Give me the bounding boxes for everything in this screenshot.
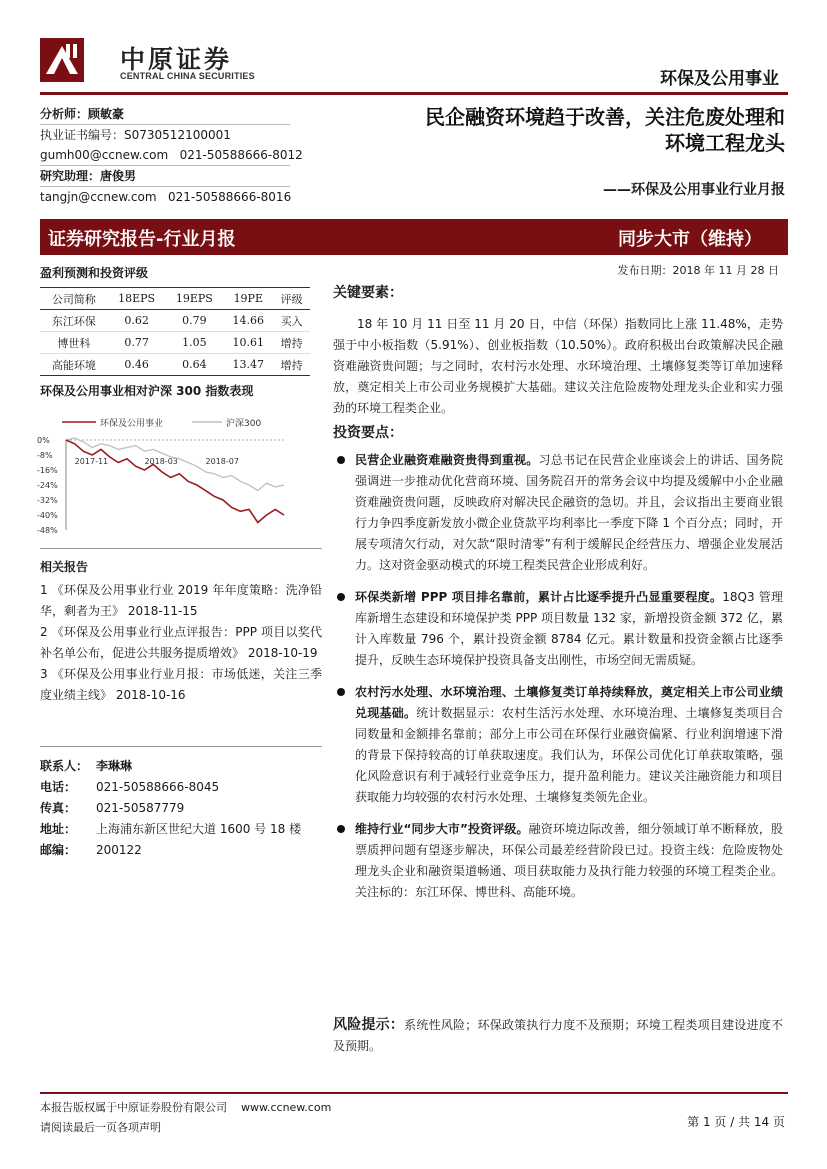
footer-website[interactable]: www.ccnew.com	[241, 1101, 332, 1114]
divider	[40, 548, 322, 549]
invest-bullet	[333, 450, 783, 576]
table-cell: 东江环保	[51, 314, 96, 328]
invest-bullet-text: 统计数据显示：农村生活污水处理、水环境治理、土壤修复类项目合同数量和金额排名靠前；部分上市公司在环保行业融资偏紧、行业利润增速下滑的背景下保持较高的订单获取速度。我们认为，环保公司优化订单获取策略，强化风险意识有利于减轻行业竞争压力，提升盈利能力。建议关注融资能力和项目获取能力均较强的农村污水处理、土壤修复类领先企业。	[355, 706, 783, 804]
invest-bullet-lead: 环保类新增 PPP 项目排名靠前，累计占比逐季提升凸显重要程度。	[355, 590, 723, 604]
invest-bullet	[333, 819, 783, 903]
table-row	[40, 354, 310, 376]
forecast-table	[40, 287, 310, 376]
contact-block	[40, 756, 322, 861]
logo	[40, 38, 290, 84]
y-tick-label: 0%	[37, 436, 50, 445]
x-tick-label: 2017-11	[74, 457, 109, 466]
bullet-dot-icon	[337, 688, 345, 696]
legend-label-a: 环保及公用事业	[100, 419, 164, 429]
bullet-dot-icon	[337, 456, 345, 464]
contact-tel: 021-50588666-8045	[96, 780, 220, 794]
report-type: 证券研究报告-行业月报	[48, 229, 236, 250]
contact-tel-label: 电话：	[40, 780, 77, 794]
assistant-email[interactable]: tangjn@ccnew.com	[40, 190, 157, 204]
table-cell: 1.05	[182, 336, 207, 349]
analyst-block	[40, 104, 303, 207]
invest-bullet-lead: 农村污水处理、水环境治理、土壤修复类订单持续释放，奠定相关上市公司业绩兑现基础。	[355, 685, 783, 720]
contact-fax-label: 传真：	[40, 801, 77, 815]
footer-line-1	[40, 1098, 331, 1118]
brand-mark-icon	[40, 38, 84, 82]
bullet-dot-icon	[337, 825, 345, 833]
table-cell: 0.79	[182, 314, 207, 327]
key-points-heading: 关键要素：	[333, 285, 403, 301]
footer-copyright: 本报告版权属于中原证券股份有限公司	[40, 1101, 227, 1114]
y-tick-label: -48%	[37, 526, 58, 535]
key-points-section	[333, 282, 783, 419]
perf-chart-heading: 环保及公用事业相对沪深 300 指数表现	[40, 384, 254, 398]
publish-date: 发布日期：2018 年 11 月 28 日	[617, 264, 779, 277]
report-title-line-1: 民企融资环境趋于改善，关注危废处理和	[425, 105, 785, 129]
invest-bullet-text: 18Q3 管理库新增生态建设和环境保护类 PPP 项目数量 132 家，新增投资金额 372 亿，累计入库数量 796 个，累计投资金额 8784 亿元。累计数量和投资金额占比逐季提升，反映生态环境保护投资具备支出刚性，市场空间无需质疑。	[355, 590, 784, 667]
invest-bullet-text: 融资环境边际改善，细分领域订单不断释放，股票质押问题有望逐步解决，环保公司最差经营阶段已过。投资主线：危险废物处理龙头企业和融资渠道畅通、项目获取能力及执行能力较强的环境工程类企业。关注标的：东江环保、博世科、高能环境。	[355, 822, 783, 899]
related-report-item[interactable]: 3 《环保及公用事业行业月报：市场低迷，关注三季度业绩主线》 2018-10-16	[40, 667, 322, 702]
x-tick-label: 2018-03	[144, 457, 178, 466]
forecast-heading: 盈利预测和投资评级	[40, 266, 149, 280]
perf-chart	[36, 404, 292, 538]
table-cell: 高能环境	[51, 358, 96, 372]
analyst-email[interactable]: gumh00@ccnew.com	[40, 148, 169, 162]
table-cell: 0.77	[124, 336, 149, 349]
footer-left	[40, 1098, 331, 1138]
assistant-name-line	[40, 166, 290, 186]
brand-name-cn: 中原证券	[120, 45, 233, 74]
table-cell: 买入	[280, 314, 303, 328]
y-tick-label: -32%	[37, 496, 58, 505]
footer-rule	[40, 1092, 788, 1094]
related-reports-list	[40, 580, 322, 706]
assistant-phone: 021-50588666-8016	[168, 190, 292, 204]
analyst-label: 分析师：	[40, 107, 89, 121]
assistant-name: 唐俊男	[100, 169, 137, 183]
invest-bullet	[333, 682, 783, 808]
contact-tel-row	[40, 777, 322, 798]
table-row	[40, 332, 310, 354]
table-cell: 0.46	[124, 358, 149, 371]
assistant-contact-line	[40, 187, 290, 207]
y-tick-label: -40%	[37, 511, 58, 520]
contact-zip: 200122	[96, 843, 142, 857]
contact-addr-row	[40, 819, 322, 840]
analyst-name-line	[40, 104, 290, 124]
report-subtitle: ——环保及公用事业行业月报	[603, 182, 785, 198]
y-tick-label: -8%	[37, 451, 53, 460]
invest-bullet	[333, 587, 783, 671]
analyst-name: 顾敏豪	[88, 107, 125, 121]
report-title	[325, 104, 785, 156]
chart-axes	[37, 436, 284, 535]
table-cell: 增持	[280, 358, 303, 372]
license-label: 执业证书编号：	[40, 128, 125, 142]
invest-bullet-lead: 民营企业融资难融资贵得到重视。	[355, 453, 539, 467]
column-header: 19PE	[233, 292, 263, 305]
report-title-line-2: 环境工程龙头	[665, 131, 785, 155]
report-banner	[40, 219, 788, 255]
column-header: 18EPS	[118, 292, 156, 305]
contact-fax-row	[40, 798, 322, 819]
risk-heading: 风险提示：	[333, 1017, 405, 1033]
contact-person-row	[40, 756, 322, 777]
table-cell: 14.66	[232, 314, 265, 327]
column-header: 公司简称	[51, 292, 96, 306]
invest-bullet-lead: 维持行业“同步大市”投资评级。	[355, 822, 529, 836]
column-header: 评级	[280, 292, 303, 306]
header-sector: 环保及公用事业	[660, 69, 779, 89]
invest-heading: 投资要点：	[333, 425, 403, 441]
risk-text: 系统性风险；环保政策执行力度不及预期；环境工程类项目建设进度不及预期。	[333, 1018, 783, 1053]
license-line	[40, 125, 290, 145]
series-line-sector	[66, 440, 284, 523]
related-heading: 相关报告	[40, 560, 89, 574]
table-cell: 0.64	[182, 358, 207, 371]
contact-zip-label: 邮编：	[40, 843, 77, 857]
contact-fax: 021-50587779	[96, 801, 185, 815]
key-points-text: 18 年 10 月 11 日至 11 月 20 日，中信（环保）指数同比上涨 11.48%，走势强于中小板指数（5.91%）、创业板指数（10.50%）。政府积极出台政策解决民企融资难融资贵问题；与之同时，农村污水处理、水环境治理、土壤修复类等订单加速释放，奠定相关上市公司业务规模扩大基础。建议关注危险废物处理龙头企业和实力强劲的环境工程类企业。	[333, 317, 783, 415]
table-cell: 增持	[280, 336, 303, 350]
table-cell: 13.47	[232, 358, 265, 371]
related-report-item[interactable]: 2 《环保及公用事业行业点评报告：PPP 项目以奖代补名单公布，促进公共服务提质增效》 2018-10-19	[40, 625, 322, 660]
page-number: 第 1 页 / 共 14 页	[687, 1115, 785, 1129]
license-number: S0730512100001	[124, 128, 231, 142]
table-cell: 0.62	[124, 314, 149, 327]
contact-person: 李琳琳	[96, 759, 133, 773]
table-row	[40, 310, 310, 332]
assistant-label: 研究助理：	[40, 169, 101, 183]
related-report-item[interactable]: 1 《环保及公用事业行业 2019 年年度策略：洗净铅华，剩者为王》 2018-11-15	[40, 583, 322, 618]
contact-addr: 上海浦东新区世纪大道 1600 号 18 楼	[96, 822, 302, 836]
invest-section	[333, 422, 783, 903]
bullet-dot-icon	[337, 593, 345, 601]
header-rule	[40, 92, 788, 95]
divider	[40, 746, 322, 747]
table-cell: 10.61	[232, 336, 265, 349]
industry-rating: 同步大市（维持）	[618, 229, 762, 250]
table-header-row	[40, 288, 310, 310]
contact-addr-label: 地址：	[40, 822, 77, 836]
contact-person-label: 联系人：	[40, 759, 89, 773]
footer-notice: 请阅读最后一页各项声明	[40, 1121, 161, 1134]
brand-name-en: CENTRAL CHINA SECURITIES	[120, 71, 255, 81]
column-header: 19EPS	[175, 292, 213, 305]
invest-bullet-text: 习总书记在民营企业座谈会上的讲话、国务院强调进一步推动优化营商环境、国务院召开的常务会议中均提及缓解中小企业融资难融资贵问题，反映政府对解决民企融资的急切。并且，会议指出主要商业银行力争四季度新发放小微企业贷款平均利率比一季度下降 1 个百分点；同时，开展专项清欠行动，对欠款“限时清零”有利于缓解民企经营压力、增强企业发展活力。这对资金驱动模式的环境工程类民营企业形成利好。	[355, 453, 783, 572]
y-tick-label: -16%	[37, 466, 58, 475]
table-cell: 博世科	[57, 336, 91, 350]
analyst-phone: 021-50588666-8012	[179, 148, 303, 162]
x-tick-label: 2018-07	[205, 457, 239, 466]
risk-section	[333, 1015, 783, 1057]
contact-zip-row	[40, 840, 322, 861]
forecast-section	[40, 264, 310, 376]
analyst-contact-line	[40, 145, 303, 165]
legend-label-b: 沪深300	[226, 419, 262, 429]
y-tick-label: -24%	[37, 481, 58, 490]
